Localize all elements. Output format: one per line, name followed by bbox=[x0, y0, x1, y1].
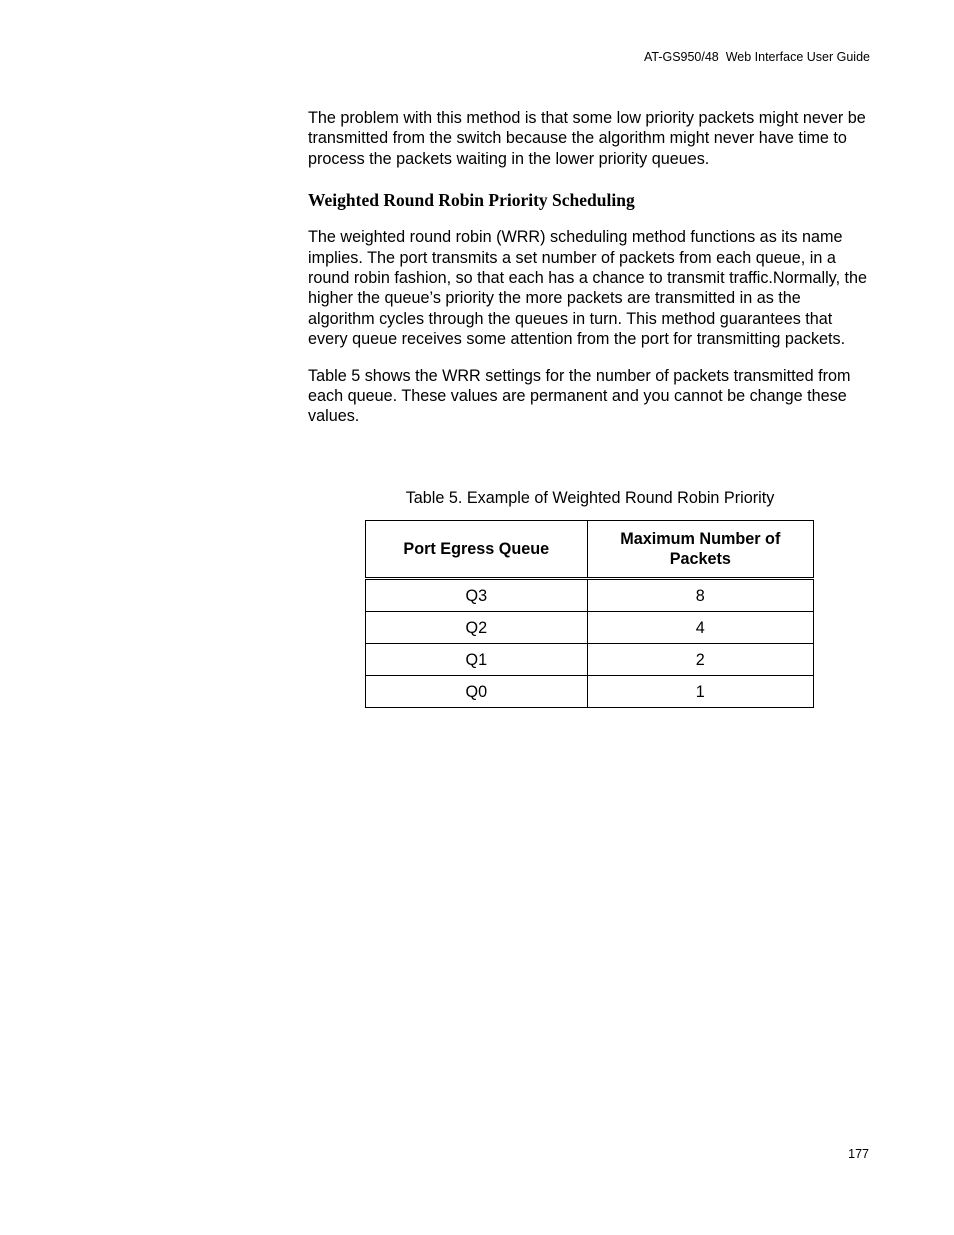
table-row bbox=[366, 579, 814, 612]
table-header-row bbox=[366, 521, 814, 579]
header-port-egress-queue: Port Egress Queue bbox=[366, 521, 588, 579]
queue-cell: Q2 bbox=[366, 612, 588, 644]
packets-cell: 2 bbox=[587, 644, 813, 676]
queue-cell: Q1 bbox=[366, 644, 588, 676]
table-caption: Table 5. Example of Weighted Round Robin Priority bbox=[405, 489, 775, 507]
packets-cell: 1 bbox=[587, 676, 813, 708]
queue-cell: Q0 bbox=[366, 676, 588, 708]
paragraph-priority-problem: The problem with this method is that some low priority packets might never be transmitted from the switch because the algorithm might never have time to process the packets waiting in the lower priority queues. bbox=[308, 109, 866, 168]
page-number: 177 bbox=[848, 1147, 869, 1161]
section-heading: Weighted Round Robin Priority Scheduling bbox=[308, 190, 635, 211]
page-content bbox=[308, 108, 870, 427]
wrr-table bbox=[365, 520, 814, 708]
table-row bbox=[366, 676, 814, 708]
running-header: AT-GS950/48 Web Interface User Guide bbox=[643, 50, 870, 64]
packets-cell: 4 bbox=[587, 612, 813, 644]
header-max-packets: Maximum Number of Packets bbox=[587, 521, 813, 579]
paragraph-wrr-description: The weighted round robin (WRR) scheduling method functions as its name implies. The port transmits a set number of packets from each queue, in a round robin fashion, so that each has a chance to transmit traffic.Normally, the higher the queue’s priority the more packets are transmitted in as the algorithm cycles through the queues in turn. This method guarantees that every queue receives some attention from the port for transmitting packets. bbox=[308, 228, 868, 349]
packets-cell: 8 bbox=[587, 579, 813, 612]
table-row bbox=[366, 644, 814, 676]
table-row bbox=[366, 612, 814, 644]
paragraph-table-reference: Table 5 shows the WRR settings for the number of packets transmitted from each queue. These values are permanent and you cannot be change these values. bbox=[308, 366, 851, 426]
queue-cell: Q3 bbox=[366, 579, 588, 612]
